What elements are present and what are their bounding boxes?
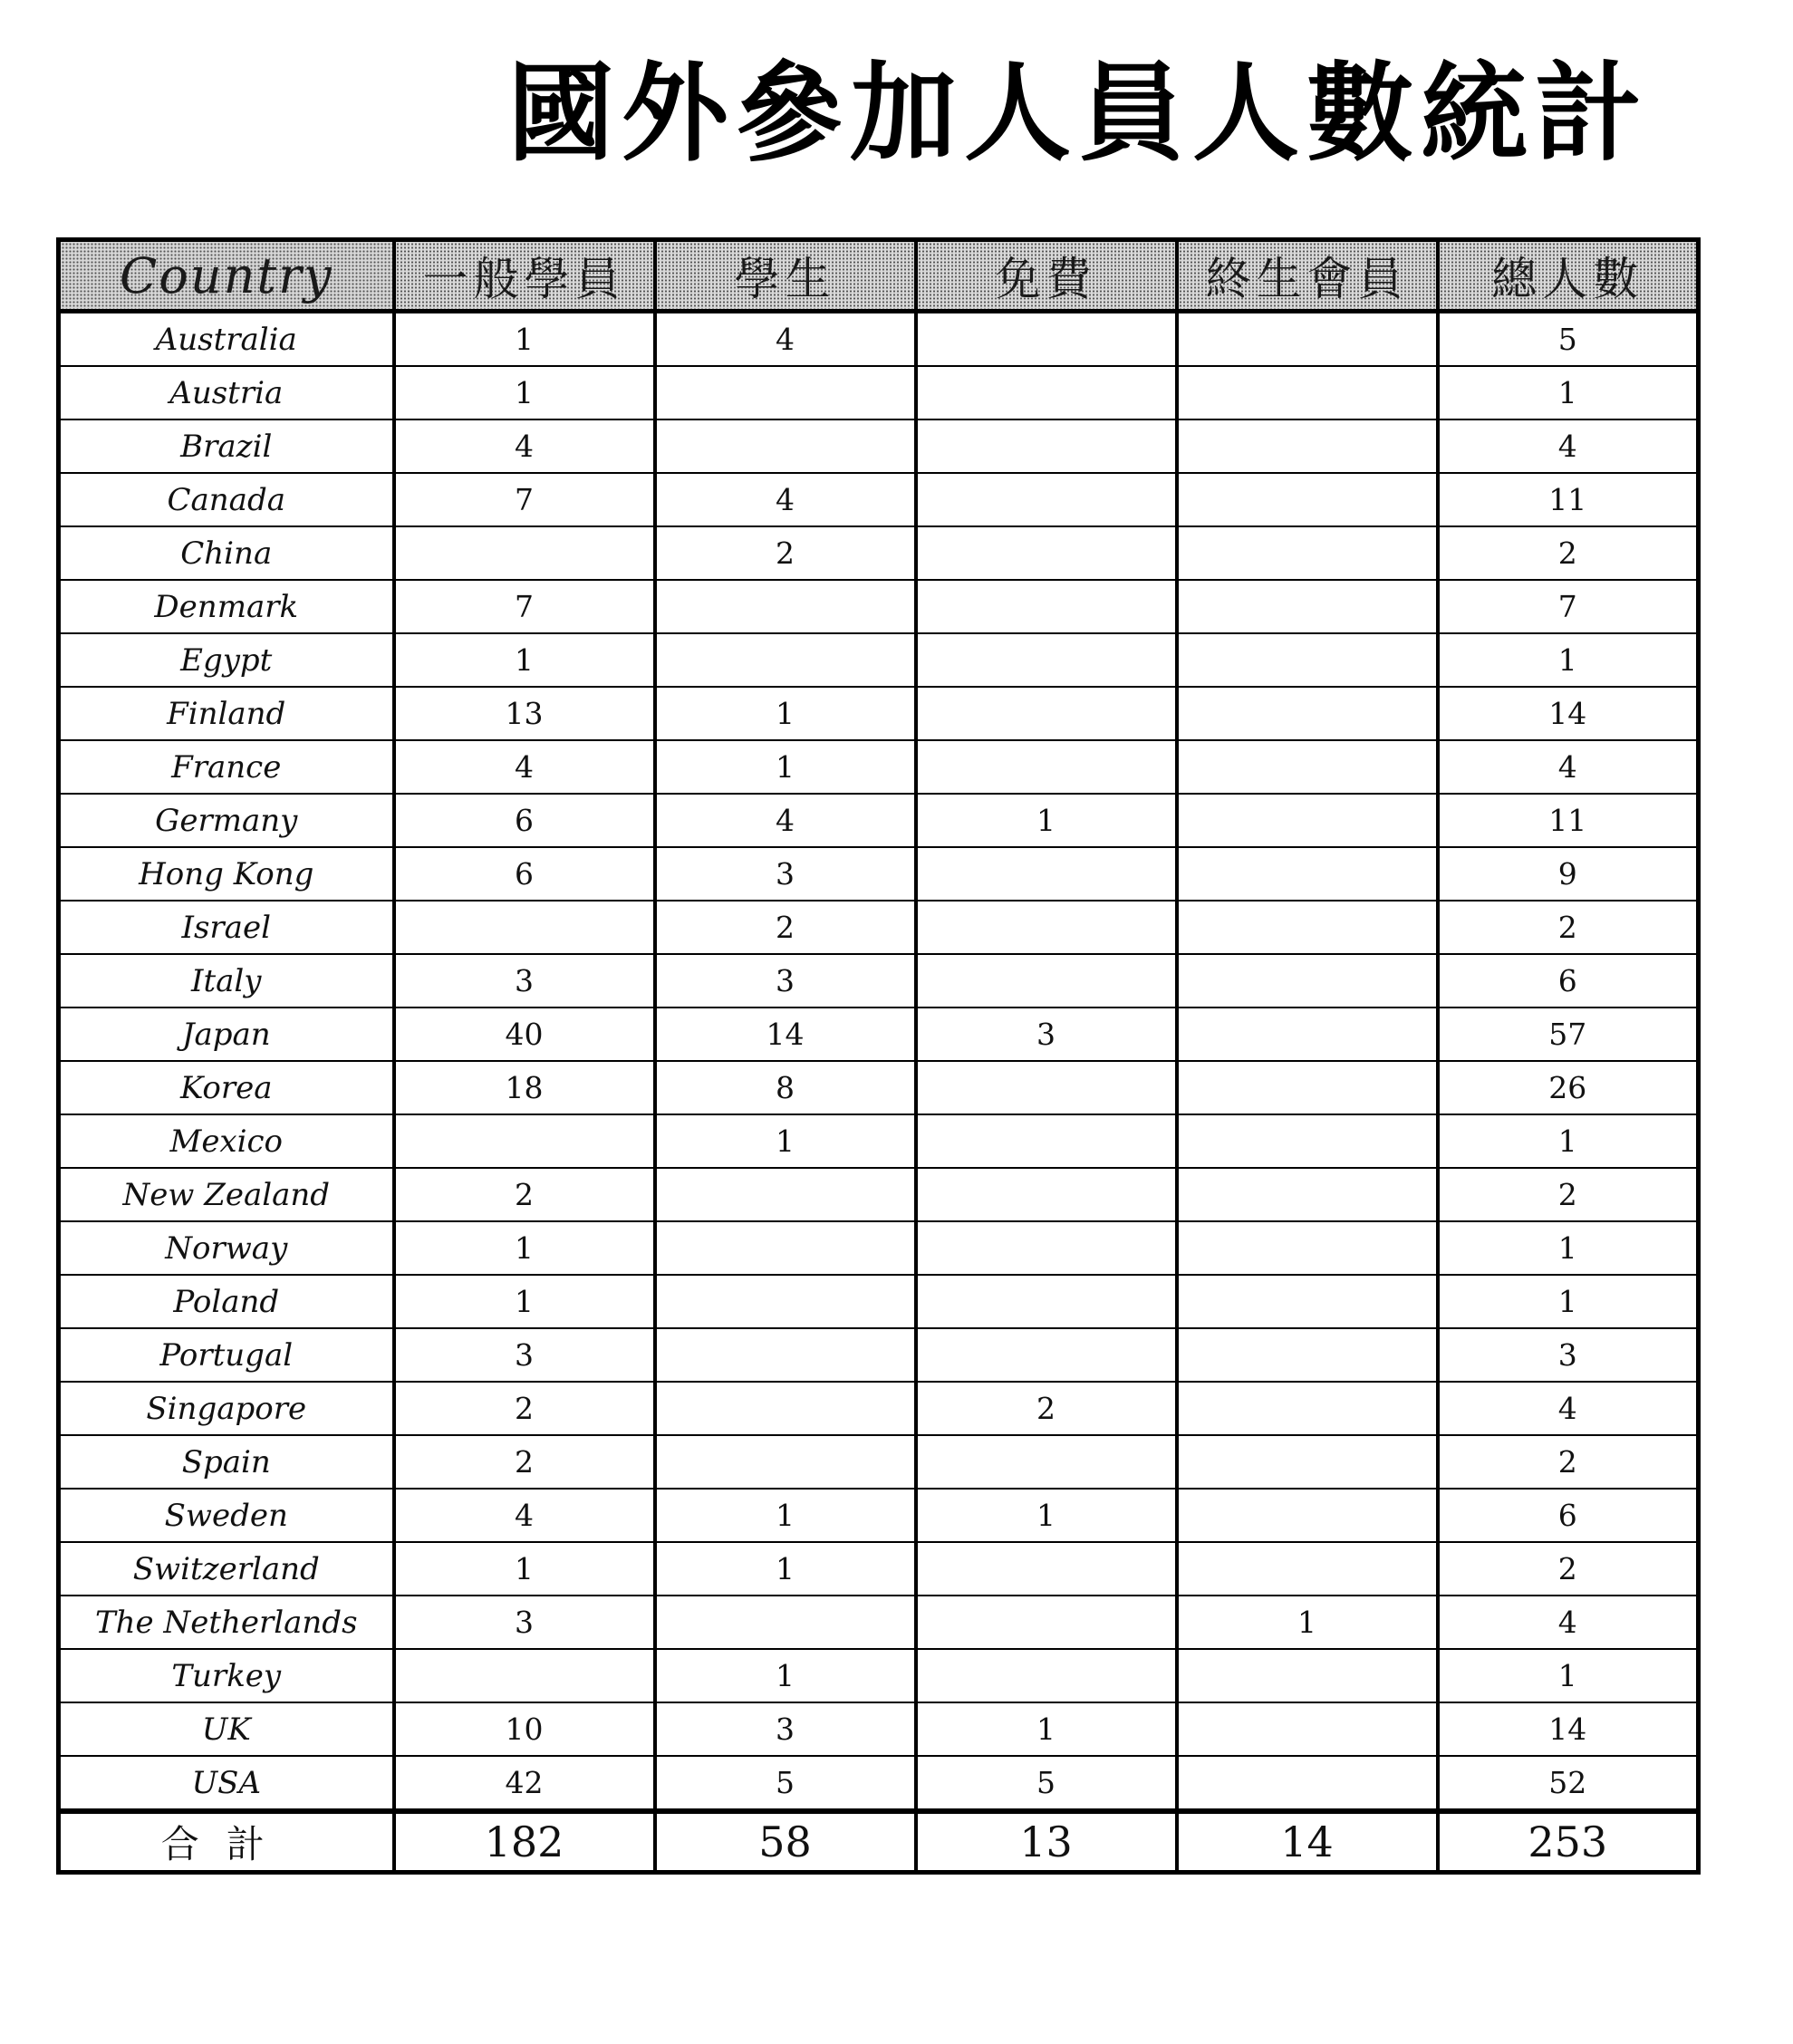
life-members-cell [1177, 1756, 1438, 1811]
country-cell: Egypt [59, 633, 394, 687]
total-cell: 4 [1438, 419, 1699, 473]
table-row [59, 1168, 1699, 1221]
country-cell: Canada [59, 473, 394, 526]
country-cell: Turkey [59, 1649, 394, 1702]
free-cell [916, 901, 1177, 954]
country-cell: Israel [59, 901, 394, 954]
column-header-life-members: 終生會員 [1177, 240, 1438, 312]
table-row [59, 1542, 1699, 1596]
life-members-cell [1177, 954, 1438, 1008]
students-cell: 2 [655, 901, 916, 954]
life-members-cell [1177, 419, 1438, 473]
country-cell: UK [59, 1702, 394, 1756]
general-members-cell [394, 526, 655, 580]
table-row [59, 1596, 1699, 1649]
total-cell: 5 [1438, 312, 1699, 367]
free-cell [916, 1596, 1177, 1649]
table-row [59, 633, 1699, 687]
country-cell: USA [59, 1756, 394, 1811]
table-row [59, 419, 1699, 473]
total-general-members: 182 [394, 1811, 655, 1873]
table-row [59, 847, 1699, 901]
country-cell: Hong Kong [59, 847, 394, 901]
country-cell: Japan [59, 1008, 394, 1061]
life-members-cell [1177, 901, 1438, 954]
general-members-cell: 3 [394, 1596, 655, 1649]
free-cell [916, 1328, 1177, 1382]
country-cell: Australia [59, 312, 394, 367]
country-cell: Poland [59, 1275, 394, 1328]
total-cell: 1 [1438, 1114, 1699, 1168]
total-cell: 11 [1438, 794, 1699, 847]
general-members-cell: 1 [394, 1275, 655, 1328]
general-members-cell: 2 [394, 1382, 655, 1435]
students-cell: 4 [655, 312, 916, 367]
general-members-cell: 4 [394, 419, 655, 473]
general-members-cell: 1 [394, 366, 655, 419]
table-row [59, 526, 1699, 580]
free-cell [916, 1061, 1177, 1114]
country-cell: Norway [59, 1221, 394, 1275]
free-cell [916, 419, 1177, 473]
total-cell: 52 [1438, 1756, 1699, 1811]
table-header [59, 240, 1699, 312]
free-cell [916, 1221, 1177, 1275]
free-cell [916, 740, 1177, 794]
column-header-free: 免費 [916, 240, 1177, 312]
table-row [59, 580, 1699, 633]
life-members-cell [1177, 580, 1438, 633]
free-cell: 2 [916, 1382, 1177, 1435]
general-members-cell [394, 901, 655, 954]
free-cell [916, 366, 1177, 419]
table-row [59, 901, 1699, 954]
table-row [59, 1702, 1699, 1756]
general-members-cell: 2 [394, 1435, 655, 1489]
total-cell: 1 [1438, 1221, 1699, 1275]
table-row [59, 954, 1699, 1008]
free-cell [916, 1435, 1177, 1489]
general-members-cell: 18 [394, 1061, 655, 1114]
life-members-cell [1177, 633, 1438, 687]
students-cell: 1 [655, 687, 916, 740]
life-members-cell [1177, 1061, 1438, 1114]
grand-total: 253 [1438, 1811, 1699, 1873]
students-cell [655, 580, 916, 633]
students-cell [655, 633, 916, 687]
table-row [59, 366, 1699, 419]
total-cell: 6 [1438, 954, 1699, 1008]
free-cell: 5 [916, 1756, 1177, 1811]
totals-label: 合計 [59, 1811, 394, 1873]
students-cell [655, 419, 916, 473]
column-header-students: 學生 [655, 240, 916, 312]
free-cell [916, 1649, 1177, 1702]
free-cell [916, 1114, 1177, 1168]
total-students: 58 [655, 1811, 916, 1873]
column-header-total: 總人數 [1438, 240, 1699, 312]
life-members-cell [1177, 1275, 1438, 1328]
students-cell: 4 [655, 473, 916, 526]
total-cell: 14 [1438, 687, 1699, 740]
general-members-cell: 10 [394, 1702, 655, 1756]
country-cell: The Netherlands [59, 1596, 394, 1649]
general-members-cell: 40 [394, 1008, 655, 1061]
life-members-cell [1177, 1489, 1438, 1542]
header-row [59, 240, 1699, 312]
total-cell: 14 [1438, 1702, 1699, 1756]
total-cell: 1 [1438, 1649, 1699, 1702]
country-cell: Austria [59, 366, 394, 419]
students-cell: 1 [655, 740, 916, 794]
table-row [59, 1221, 1699, 1275]
column-header-general-members: 一般學員 [394, 240, 655, 312]
general-members-cell: 4 [394, 740, 655, 794]
country-cell: New Zealand [59, 1168, 394, 1221]
students-cell [655, 1328, 916, 1382]
general-members-cell: 7 [394, 473, 655, 526]
general-members-cell: 4 [394, 1489, 655, 1542]
general-members-cell [394, 1114, 655, 1168]
students-cell: 8 [655, 1061, 916, 1114]
general-members-cell: 3 [394, 954, 655, 1008]
free-cell: 3 [916, 1008, 1177, 1061]
free-cell: 1 [916, 794, 1177, 847]
total-cell: 11 [1438, 473, 1699, 526]
country-cell: Finland [59, 687, 394, 740]
students-cell: 1 [655, 1489, 916, 1542]
general-members-cell: 1 [394, 633, 655, 687]
students-cell: 14 [655, 1008, 916, 1061]
students-cell [655, 1221, 916, 1275]
free-cell [916, 580, 1177, 633]
students-cell [655, 366, 916, 419]
life-members-cell [1177, 526, 1438, 580]
life-members-cell [1177, 366, 1438, 419]
table-row [59, 740, 1699, 794]
country-cell: Germany [59, 794, 394, 847]
country-cell: Sweden [59, 1489, 394, 1542]
table-row [59, 794, 1699, 847]
total-cell: 9 [1438, 847, 1699, 901]
free-cell [916, 687, 1177, 740]
table-row [59, 1435, 1699, 1489]
country-cell: Denmark [59, 580, 394, 633]
life-members-cell [1177, 1649, 1438, 1702]
general-members-cell: 7 [394, 580, 655, 633]
table-row [59, 1649, 1699, 1702]
column-header-country: Country [59, 240, 394, 312]
table-row [59, 1328, 1699, 1382]
life-members-cell: 1 [1177, 1596, 1438, 1649]
life-members-cell [1177, 473, 1438, 526]
general-members-cell: 6 [394, 794, 655, 847]
students-cell: 1 [655, 1542, 916, 1596]
total-cell: 1 [1438, 633, 1699, 687]
table-row [59, 1382, 1699, 1435]
free-cell [916, 954, 1177, 1008]
free-cell: 1 [916, 1702, 1177, 1756]
general-members-cell: 13 [394, 687, 655, 740]
students-cell: 3 [655, 954, 916, 1008]
total-cell: 6 [1438, 1489, 1699, 1542]
students-cell: 4 [655, 794, 916, 847]
total-cell: 1 [1438, 366, 1699, 419]
table-row [59, 1061, 1699, 1114]
general-members-cell: 42 [394, 1756, 655, 1811]
general-members-cell: 2 [394, 1168, 655, 1221]
life-members-cell [1177, 312, 1438, 367]
students-cell: 2 [655, 526, 916, 580]
students-cell: 1 [655, 1649, 916, 1702]
table-row [59, 1008, 1699, 1061]
students-cell: 5 [655, 1756, 916, 1811]
free-cell [916, 847, 1177, 901]
free-cell [916, 1275, 1177, 1328]
life-members-cell [1177, 1435, 1438, 1489]
life-members-cell [1177, 847, 1438, 901]
free-cell [916, 633, 1177, 687]
country-cell: Brazil [59, 419, 394, 473]
total-cell: 26 [1438, 1061, 1699, 1114]
table-row [59, 687, 1699, 740]
life-members-cell [1177, 1008, 1438, 1061]
table-row [59, 1489, 1699, 1542]
totals-row [59, 1811, 1699, 1873]
general-members-cell: 1 [394, 312, 655, 367]
life-members-cell [1177, 1221, 1438, 1275]
students-cell: 3 [655, 1702, 916, 1756]
general-members-cell: 1 [394, 1221, 655, 1275]
students-cell [655, 1168, 916, 1221]
table-body [59, 312, 1699, 1812]
table-row [59, 1275, 1699, 1328]
free-cell [916, 1168, 1177, 1221]
total-cell: 2 [1438, 1435, 1699, 1489]
total-cell: 2 [1438, 526, 1699, 580]
total-cell: 2 [1438, 1542, 1699, 1596]
total-cell: 3 [1438, 1328, 1699, 1382]
life-members-cell [1177, 1114, 1438, 1168]
table-row [59, 1756, 1699, 1811]
country-cell: China [59, 526, 394, 580]
free-cell [916, 1542, 1177, 1596]
general-members-cell: 6 [394, 847, 655, 901]
country-cell: Switzerland [59, 1542, 394, 1596]
free-cell: 1 [916, 1489, 1177, 1542]
students-cell [655, 1435, 916, 1489]
country-cell: France [59, 740, 394, 794]
country-cell: Singapore [59, 1382, 394, 1435]
statistics-table [56, 237, 1701, 1875]
page-title: 國外參加人員人數統計 [507, 51, 1650, 176]
total-cell: 4 [1438, 1382, 1699, 1435]
country-cell: Spain [59, 1435, 394, 1489]
life-members-cell [1177, 794, 1438, 847]
country-cell: Mexico [59, 1114, 394, 1168]
total-life-members: 14 [1177, 1811, 1438, 1873]
general-members-cell [394, 1649, 655, 1702]
life-members-cell [1177, 1702, 1438, 1756]
country-cell: Italy [59, 954, 394, 1008]
students-cell: 3 [655, 847, 916, 901]
life-members-cell [1177, 1328, 1438, 1382]
total-cell: 4 [1438, 1596, 1699, 1649]
total-cell: 1 [1438, 1275, 1699, 1328]
students-cell [655, 1382, 916, 1435]
table-row [59, 473, 1699, 526]
table-footer [59, 1811, 1699, 1873]
general-members-cell: 1 [394, 1542, 655, 1596]
free-cell [916, 312, 1177, 367]
life-members-cell [1177, 1542, 1438, 1596]
total-cell: 2 [1438, 901, 1699, 954]
total-cell: 7 [1438, 580, 1699, 633]
total-cell: 4 [1438, 740, 1699, 794]
life-members-cell [1177, 687, 1438, 740]
free-cell [916, 526, 1177, 580]
total-free: 13 [916, 1811, 1177, 1873]
country-cell: Korea [59, 1061, 394, 1114]
students-cell [655, 1275, 916, 1328]
life-members-cell [1177, 1168, 1438, 1221]
general-members-cell: 3 [394, 1328, 655, 1382]
life-members-cell [1177, 1382, 1438, 1435]
country-cell: Portugal [59, 1328, 394, 1382]
table-row [59, 312, 1699, 367]
students-cell: 1 [655, 1114, 916, 1168]
table-row [59, 1114, 1699, 1168]
free-cell [916, 473, 1177, 526]
total-cell: 57 [1438, 1008, 1699, 1061]
students-cell [655, 1596, 916, 1649]
life-members-cell [1177, 740, 1438, 794]
total-cell: 2 [1438, 1168, 1699, 1221]
